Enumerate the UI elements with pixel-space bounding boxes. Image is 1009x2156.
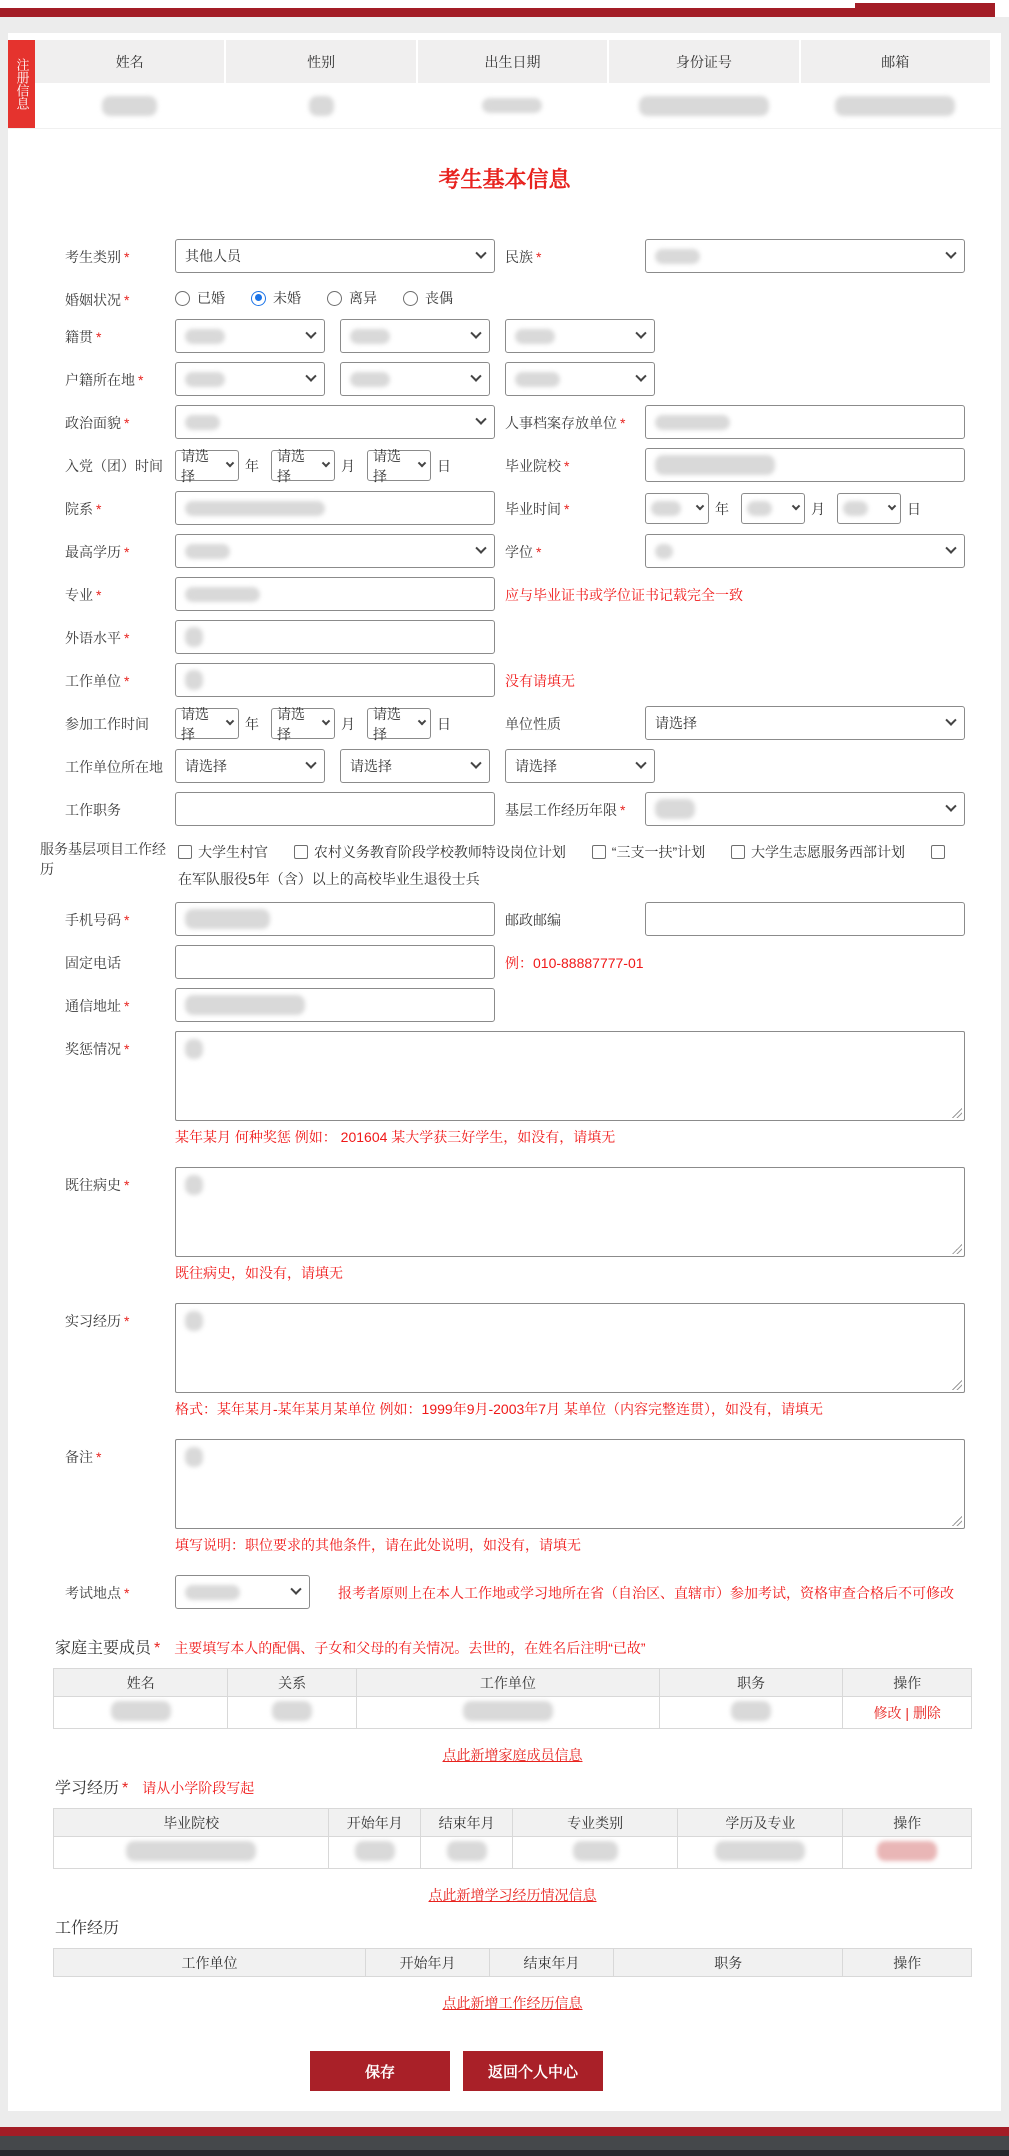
party-join-time-label: 入党（团）时间 bbox=[65, 458, 163, 474]
party-join-year-select[interactable]: 请选择 bbox=[175, 450, 239, 481]
exam-location-label: 考试地点 * bbox=[65, 1585, 130, 1601]
form-row bbox=[65, 405, 961, 439]
registration-info-section bbox=[8, 33, 1001, 129]
mobile-label: 手机号码 * bbox=[65, 912, 130, 928]
work-history-section bbox=[8, 1915, 1001, 2013]
table-row bbox=[54, 1697, 972, 1729]
form-row bbox=[65, 491, 961, 525]
grassroots-years-select[interactable] bbox=[645, 792, 965, 826]
native-place-city-select[interactable] bbox=[340, 319, 490, 353]
family-delete-link[interactable]: 删除 bbox=[912, 1704, 941, 1721]
chevron-down-icon bbox=[475, 248, 486, 259]
ethnicity-select[interactable] bbox=[645, 239, 965, 273]
form-row bbox=[65, 988, 961, 1022]
form-row bbox=[65, 362, 961, 396]
day-unit-label: 日 bbox=[907, 501, 921, 517]
work-col-unit: 工作单位 bbox=[54, 1949, 366, 1977]
redacted-value bbox=[126, 1841, 256, 1861]
table-cell-actions[interactable] bbox=[843, 1837, 972, 1869]
family-col-actions: 操作 bbox=[843, 1669, 972, 1697]
form-row bbox=[65, 1303, 961, 1421]
form-row bbox=[65, 239, 961, 273]
highest-education-select[interactable] bbox=[175, 534, 495, 568]
chevron-down-icon bbox=[322, 716, 330, 724]
main-panel bbox=[8, 33, 1001, 2111]
mobile-input[interactable] bbox=[175, 902, 495, 936]
awards-textarea[interactable] bbox=[175, 1031, 965, 1121]
footer-gap bbox=[0, 2111, 1009, 2127]
column-header-email: 邮箱 bbox=[801, 40, 990, 83]
education-col-actions: 操作 bbox=[843, 1809, 972, 1837]
grassroots-service-checkbox-group: 大学生村官 农村义务教育阶段学校教师特设岗位计划 “三支一扶”计划 大学生志愿服务西部计划 在军队服役5年（含）以上的高校毕业生退役士兵 bbox=[178, 835, 961, 893]
radio-married[interactable]: 已婚 bbox=[175, 288, 225, 308]
internship-label: 实习经历 * bbox=[65, 1313, 130, 1329]
top-strip bbox=[0, 0, 1009, 17]
internship-hint: 格式：某年某月-某年某月某单位 例如：1999年9月-2003年7月 某单位（内容完整连贯），如没有，请填无 bbox=[175, 1401, 823, 1417]
chevron-down-icon bbox=[635, 328, 646, 339]
column-header-gender: 性别 bbox=[226, 40, 415, 83]
month-unit-label: 月 bbox=[811, 501, 825, 517]
chevron-down-icon bbox=[945, 543, 956, 554]
table-cell-actions bbox=[843, 1697, 972, 1729]
chevron-down-icon bbox=[305, 371, 316, 382]
archive-unit-label: 人事档案存放单位 * bbox=[505, 415, 626, 431]
redacted-value bbox=[185, 544, 230, 559]
chevron-down-icon bbox=[945, 715, 956, 726]
radio-icon bbox=[327, 291, 342, 306]
household-location-label: 户籍所在地 * bbox=[65, 372, 144, 388]
family-edit-link[interactable]: 修改 bbox=[873, 1704, 902, 1721]
radio-icon bbox=[403, 291, 418, 306]
household-province-select[interactable] bbox=[175, 362, 325, 396]
chevron-down-icon bbox=[290, 1584, 301, 1595]
redacted-value bbox=[715, 1841, 805, 1861]
table-cell bbox=[421, 1837, 513, 1869]
education-col-degree-major: 学历及专业 bbox=[678, 1809, 843, 1837]
year-unit-label: 年 bbox=[245, 716, 259, 732]
chevron-down-icon bbox=[305, 328, 316, 339]
redacted-value bbox=[185, 329, 225, 344]
form-row bbox=[65, 749, 961, 783]
graduate-school-label: 毕业院校 * bbox=[505, 458, 570, 474]
form-row bbox=[65, 792, 961, 826]
radio-checked-icon bbox=[251, 291, 266, 306]
form-row bbox=[65, 945, 961, 979]
marital-status-radio-group bbox=[175, 282, 453, 308]
chevron-down-icon bbox=[635, 758, 646, 769]
form-row bbox=[65, 663, 961, 697]
add-education-link[interactable]: 点此新增学习经历情况信息 bbox=[428, 1887, 597, 1903]
work-col-end: 结束年月 bbox=[490, 1949, 614, 1977]
graduation-time-label: 毕业时间 * bbox=[505, 501, 570, 517]
redacted-value bbox=[185, 372, 225, 387]
work-start-year-select[interactable]: 请选择 bbox=[175, 708, 239, 739]
basic-info-form bbox=[8, 239, 1001, 1609]
medical-history-label: 既往病史 * bbox=[65, 1177, 130, 1193]
household-district-select[interactable] bbox=[505, 362, 655, 396]
work-start-time-label: 参加工作时间 bbox=[65, 716, 149, 732]
education-history-section bbox=[8, 1775, 1001, 1905]
candidate-type-label: 考生类别 * bbox=[65, 249, 130, 265]
redacted-value bbox=[350, 372, 390, 387]
redacted-value bbox=[185, 995, 305, 1015]
redacted-value bbox=[185, 1175, 203, 1195]
chevron-down-icon bbox=[418, 458, 426, 466]
redacted-value bbox=[573, 1841, 618, 1861]
column-header-id-number: 身份证号 bbox=[609, 40, 798, 83]
family-section-hint: 主要填写本人的配偶、子女和父母的有关情况。去世的，在姓名后注明“已故” bbox=[174, 1640, 646, 1656]
form-row bbox=[65, 1439, 961, 1557]
work-location-city-select[interactable]: 请选择 bbox=[340, 749, 490, 783]
graduation-day-select[interactable] bbox=[837, 493, 901, 524]
graduate-school-input[interactable] bbox=[645, 448, 965, 482]
checkbox-three-supports-plan[interactable] bbox=[592, 845, 606, 859]
education-col-start: 开始年月 bbox=[329, 1809, 421, 1837]
work-unit-hint: 没有请填无 bbox=[505, 673, 575, 689]
checkbox-rural-teacher-plan[interactable] bbox=[294, 845, 308, 859]
redacted-value bbox=[843, 501, 868, 516]
mailing-address-input[interactable] bbox=[175, 988, 495, 1022]
radio-unmarried[interactable]: 未婚 bbox=[251, 288, 301, 308]
family-col-relation: 关系 bbox=[228, 1669, 357, 1697]
chevron-down-icon bbox=[322, 458, 330, 466]
archive-unit-input[interactable] bbox=[645, 405, 965, 439]
chevron-down-icon bbox=[470, 371, 481, 382]
household-city-select[interactable] bbox=[340, 362, 490, 396]
education-section-title: 学习经历 * bbox=[55, 1780, 129, 1797]
redacted-value bbox=[185, 670, 203, 690]
redacted-value bbox=[515, 372, 560, 387]
candidate-type-value: 其他人员 bbox=[185, 248, 241, 264]
checkbox-village-official[interactable] bbox=[178, 845, 192, 859]
family-col-name: 姓名 bbox=[54, 1669, 228, 1697]
major-hint: 应与毕业证书或学位证书记载完全一致 bbox=[505, 587, 743, 603]
form-row bbox=[65, 902, 961, 936]
year-unit-label: 年 bbox=[715, 501, 729, 517]
foreign-language-input[interactable] bbox=[175, 620, 495, 654]
department-label: 院系 * bbox=[65, 501, 102, 517]
remarks-hint: 填写说明：职位要求的其他条件，请在此处说明，如没有，请填无 bbox=[175, 1537, 581, 1553]
cell-gender bbox=[226, 83, 415, 128]
add-work-history-link[interactable]: 点此新增工作经历信息 bbox=[442, 1995, 583, 2011]
redacted-value bbox=[463, 1701, 553, 1721]
column-header-name: 姓名 bbox=[35, 40, 224, 83]
candidate-type-select[interactable] bbox=[175, 239, 495, 273]
redacted-value bbox=[185, 909, 270, 929]
redacted-value bbox=[102, 96, 157, 116]
redacted-value bbox=[111, 1701, 171, 1721]
internship-textarea[interactable] bbox=[175, 1303, 965, 1393]
redacted-value bbox=[482, 98, 542, 113]
major-input[interactable] bbox=[175, 577, 495, 611]
education-col-school: 毕业院校 bbox=[54, 1809, 329, 1837]
chevron-down-icon bbox=[470, 328, 481, 339]
form-actions bbox=[8, 2051, 1001, 2099]
year-unit-label: 年 bbox=[245, 458, 259, 474]
work-history-table bbox=[53, 1948, 972, 1977]
top-nav-active-tab[interactable] bbox=[855, 3, 995, 17]
party-join-day-select[interactable]: 请选择 bbox=[367, 450, 431, 481]
form-row bbox=[65, 534, 961, 568]
table-cell bbox=[54, 1697, 228, 1729]
redacted-value bbox=[655, 455, 775, 475]
radio-widowed[interactable]: 丧偶 bbox=[403, 288, 453, 308]
family-col-work-unit: 工作单位 bbox=[356, 1669, 659, 1697]
redacted-value bbox=[747, 501, 772, 516]
foreign-language-label: 外语水平 * bbox=[65, 630, 130, 646]
chevron-down-icon bbox=[945, 801, 956, 812]
redacted-value bbox=[185, 501, 325, 516]
awards-label: 奖惩情况 * bbox=[65, 1041, 130, 1057]
top-nav-bar bbox=[0, 8, 993, 17]
work-start-month-select[interactable]: 请选择 bbox=[271, 708, 335, 739]
degree-select[interactable] bbox=[645, 534, 965, 568]
month-unit-label: 月 bbox=[341, 716, 355, 732]
chevron-down-icon bbox=[888, 501, 896, 509]
exam-location-hint: 报考者原则上在本人工作地或学习地所在省（自治区、直辖市）参加考试，资格审查合格后不可修改 bbox=[338, 1585, 954, 1601]
native-place-district-select[interactable] bbox=[505, 319, 655, 353]
redacted-value bbox=[355, 1841, 395, 1861]
grassroots-service-label: 服务基层项目工作经历 bbox=[40, 841, 166, 877]
redacted-value bbox=[185, 627, 203, 647]
postal-code-label: 邮政邮编 bbox=[505, 912, 561, 928]
form-row bbox=[65, 1031, 961, 1149]
chevron-down-icon bbox=[305, 758, 316, 769]
chevron-down-icon bbox=[945, 248, 956, 259]
marital-status-label: 婚姻状况 * bbox=[65, 292, 130, 308]
highest-education-label: 最高学历 * bbox=[65, 544, 130, 560]
landline-input[interactable] bbox=[175, 945, 495, 979]
redacted-value bbox=[350, 329, 390, 344]
ethnicity-label: 民族 * bbox=[505, 249, 542, 265]
form-row bbox=[65, 1575, 961, 1609]
native-place-label: 籍贯 * bbox=[65, 329, 102, 345]
redacted-value bbox=[272, 1701, 312, 1721]
chevron-down-icon bbox=[475, 414, 486, 425]
redacted-value bbox=[185, 1311, 203, 1331]
form-row bbox=[65, 620, 961, 654]
redacted-value bbox=[447, 1841, 487, 1861]
redacted-value bbox=[185, 1585, 240, 1600]
political-status-label: 政治面貌 * bbox=[65, 415, 130, 431]
remarks-textarea[interactable] bbox=[175, 1439, 965, 1529]
redacted-value bbox=[185, 1039, 203, 1059]
table-cell bbox=[329, 1837, 421, 1869]
major-label: 专业 * bbox=[65, 587, 102, 603]
table-cell bbox=[356, 1697, 659, 1729]
add-family-member-link[interactable]: 点此新增家庭成员信息 bbox=[442, 1747, 583, 1763]
form-row bbox=[65, 1167, 961, 1285]
table-cell bbox=[659, 1697, 843, 1729]
awards-hint: 某年某月 何种奖惩 例如： 201604 某大学获三好学生，如没有，请填无 bbox=[175, 1129, 616, 1145]
work-unit-input[interactable] bbox=[175, 663, 495, 697]
party-join-month-select[interactable]: 请选择 bbox=[271, 450, 335, 481]
cell-email bbox=[801, 83, 990, 128]
table-cell bbox=[512, 1837, 677, 1869]
family-members-section bbox=[8, 1635, 1001, 1765]
day-unit-label: 日 bbox=[437, 458, 451, 474]
work-location-district-select[interactable]: 请选择 bbox=[505, 749, 655, 783]
page-title: 考生基本信息 bbox=[438, 167, 571, 192]
radio-icon bbox=[175, 291, 190, 306]
medical-history-textarea[interactable] bbox=[175, 1167, 965, 1257]
chevron-down-icon bbox=[635, 371, 646, 382]
back-to-personal-center-button[interactable]: 返回个人中心 bbox=[463, 2051, 603, 2091]
checkbox-military-service[interactable] bbox=[931, 845, 945, 859]
redacted-value bbox=[655, 415, 730, 430]
redacted-value bbox=[185, 587, 260, 602]
redacted-value bbox=[655, 799, 695, 819]
landline-hint: 例：010-88887777-01 bbox=[505, 955, 644, 971]
education-history-table bbox=[53, 1808, 972, 1869]
redacted-value bbox=[309, 96, 334, 116]
native-place-province-select[interactable] bbox=[175, 319, 325, 353]
work-unit-label: 工作单位 * bbox=[65, 673, 130, 689]
redacted-value bbox=[835, 96, 955, 116]
redacted-value bbox=[731, 1701, 771, 1721]
cell-name bbox=[35, 83, 224, 128]
save-button[interactable]: 保存 bbox=[310, 2051, 450, 2091]
chevron-down-icon bbox=[470, 758, 481, 769]
unit-nature-label: 单位性质 bbox=[505, 716, 561, 732]
footer-bottom-bar bbox=[0, 2150, 1009, 2156]
tab-registration-info-label: 注册信息 bbox=[14, 58, 30, 110]
landline-label: 固定电话 bbox=[65, 955, 121, 971]
job-position-label: 工作职务 bbox=[65, 802, 121, 818]
unit-nature-select[interactable]: 请选择 bbox=[645, 706, 965, 740]
education-col-end: 结束年月 bbox=[421, 1809, 513, 1837]
redacted-value bbox=[655, 249, 700, 264]
registration-summary-table bbox=[35, 40, 990, 128]
table-cell bbox=[54, 1837, 329, 1869]
postal-code-input[interactable] bbox=[645, 902, 965, 936]
form-row bbox=[65, 319, 961, 353]
footer-bar bbox=[0, 2136, 1009, 2150]
political-status-select[interactable] bbox=[175, 405, 495, 439]
table-cell bbox=[678, 1837, 843, 1869]
job-position-input[interactable] bbox=[175, 792, 495, 826]
form-row bbox=[40, 835, 961, 893]
cell-id-number bbox=[609, 83, 798, 128]
column-header-birthdate: 出生日期 bbox=[418, 40, 607, 83]
graduation-year-select[interactable] bbox=[645, 493, 709, 524]
tab-registration-info[interactable] bbox=[8, 40, 35, 128]
day-unit-label: 日 bbox=[437, 716, 451, 732]
work-col-actions: 操作 bbox=[843, 1949, 972, 1977]
redacted-value bbox=[515, 329, 555, 344]
work-location-province-select[interactable]: 请选择 bbox=[175, 749, 325, 783]
chevron-down-icon bbox=[226, 716, 234, 724]
table-cell bbox=[228, 1697, 357, 1729]
grassroots-years-label: 基层工作经历年限 * bbox=[505, 802, 626, 818]
table-row bbox=[54, 1837, 972, 1869]
redacted-value bbox=[639, 96, 769, 116]
family-section-title: 家庭主要成员 * bbox=[55, 1640, 161, 1657]
chevron-down-icon bbox=[475, 543, 486, 554]
redacted-value bbox=[877, 1841, 937, 1861]
education-section-hint: 请从小学阶段写起 bbox=[142, 1780, 255, 1796]
work-col-start: 开始年月 bbox=[366, 1949, 490, 1977]
chevron-down-icon bbox=[226, 458, 234, 466]
form-row bbox=[65, 282, 961, 310]
family-members-table bbox=[53, 1668, 972, 1729]
checkbox-west-volunteer-plan[interactable] bbox=[731, 845, 745, 859]
redacted-value bbox=[185, 1447, 203, 1467]
radio-divorced[interactable]: 离异 bbox=[327, 288, 377, 308]
education-col-major-category: 专业类别 bbox=[512, 1809, 677, 1837]
form-row bbox=[65, 448, 961, 482]
degree-label: 学位 * bbox=[505, 544, 542, 560]
work-unit-location-label: 工作单位所在地 bbox=[65, 759, 163, 775]
remarks-label: 备注 * bbox=[65, 1449, 102, 1465]
exam-location-select[interactable] bbox=[175, 1575, 310, 1609]
work-col-position: 职务 bbox=[613, 1949, 843, 1977]
form-row bbox=[65, 706, 961, 740]
month-unit-label: 月 bbox=[341, 458, 355, 474]
work-start-day-select[interactable]: 请选择 bbox=[367, 708, 431, 739]
redacted-value bbox=[185, 415, 220, 430]
action-divider: | bbox=[905, 1704, 910, 1721]
graduation-month-select[interactable] bbox=[741, 493, 805, 524]
chevron-down-icon bbox=[418, 716, 426, 724]
cell-birthdate bbox=[418, 83, 607, 128]
mailing-address-label: 通信地址 * bbox=[65, 998, 130, 1014]
chevron-down-icon bbox=[696, 501, 704, 509]
form-row bbox=[65, 577, 961, 611]
family-col-position: 职务 bbox=[659, 1669, 843, 1697]
redacted-value bbox=[651, 501, 681, 516]
medical-history-hint: 既往病史，如没有，请填无 bbox=[175, 1265, 343, 1281]
chevron-down-icon bbox=[792, 501, 800, 509]
footer-red-stripe bbox=[0, 2127, 1009, 2136]
work-section-title: 工作经历 bbox=[55, 1920, 120, 1937]
redacted-value bbox=[655, 544, 673, 559]
department-input[interactable] bbox=[175, 491, 495, 525]
